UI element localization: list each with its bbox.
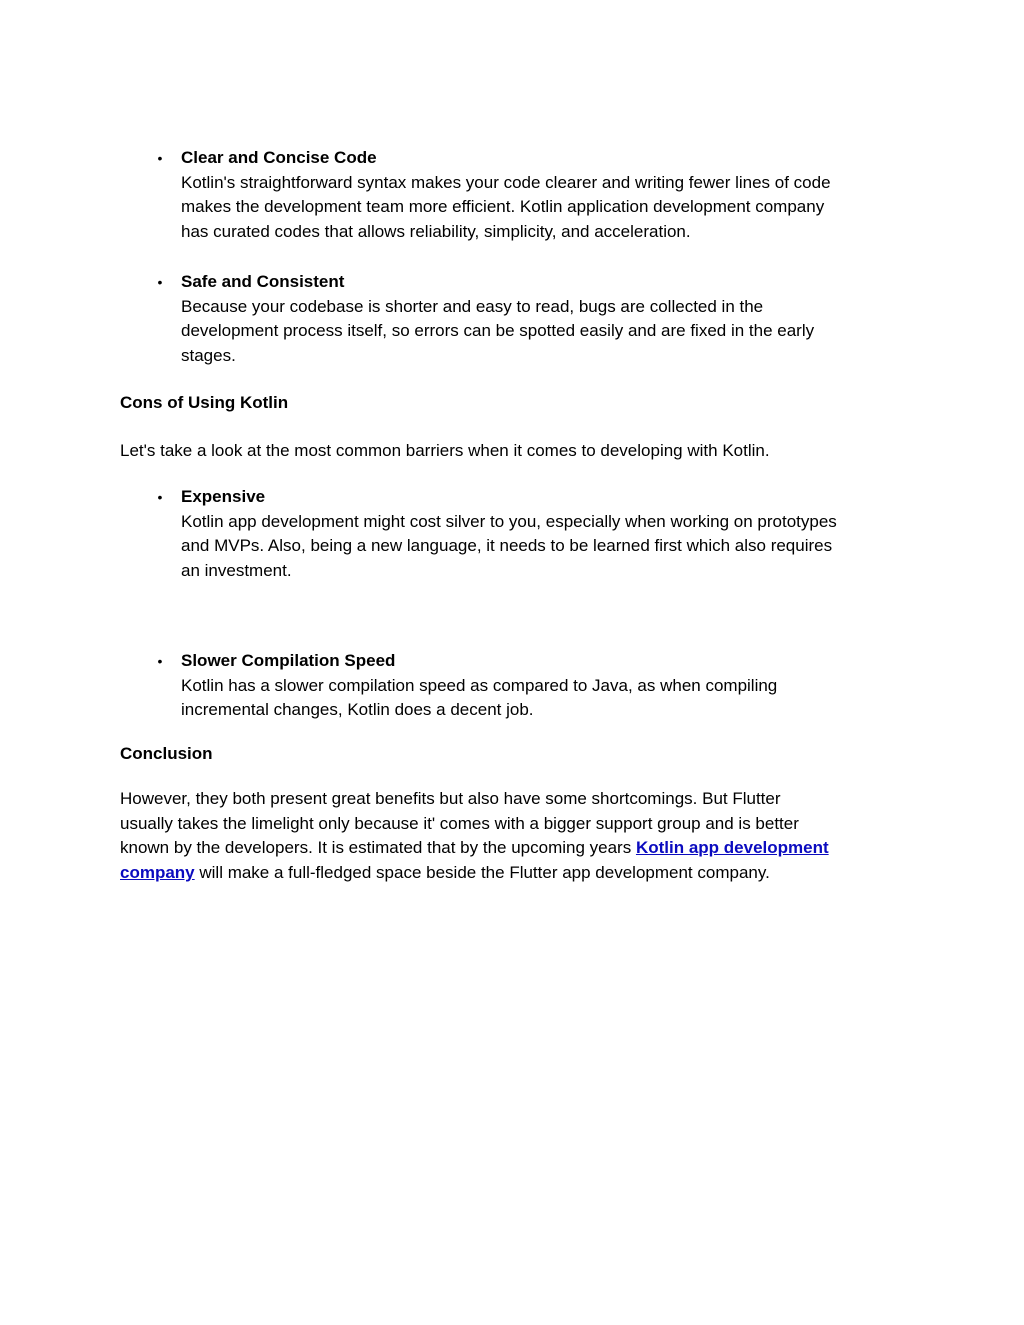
item-text-line: incremental changes, Kotlin does a decent job. — [181, 700, 534, 720]
conclusion-paragraph — [120, 787, 910, 886]
item-text-line: development process itself, so errors can be spotted easily and are fixed in the early — [181, 321, 815, 341]
conclusion-line — [120, 861, 910, 886]
item-text-line: stages. — [181, 346, 236, 366]
bullet-icon: • — [157, 489, 163, 505]
cons-item-expensive — [148, 485, 918, 584]
item-text-line: Because your codebase is shorter and easy to read, bugs are collected in the — [181, 296, 764, 316]
item-text-line: and MVPs. Also, being a new language, it needs to be learned first which also requires — [181, 536, 833, 556]
conclusion-text: known by the developers. It is estimated that by the upcoming years — [120, 838, 636, 858]
item-text-line: has curated codes that allows reliability, simplicity, and acceleration. — [181, 222, 691, 242]
cons-intro: Let's take a look at the most common barriers when it comes to developing with Kotlin. — [120, 441, 770, 460]
bullet-icon: • — [157, 150, 163, 166]
cons-item-slower-compilation — [148, 649, 918, 723]
item-text-line: Kotlin app development might cost silver to you, especially when working on prototypes — [181, 511, 837, 531]
kotlin-company-link-continued[interactable]: company — [120, 863, 195, 883]
conclusion-heading: Conclusion — [120, 744, 213, 763]
item-text-line: an investment. — [181, 561, 292, 581]
kotlin-company-link[interactable]: Kotlin app development — [635, 838, 829, 858]
item-title: Expensive — [181, 487, 266, 506]
conclusion-text: will make a full-fledged space beside the Flutter app development company. — [194, 863, 770, 883]
item-text-line: makes the development team more efficient. Kotlin application development company — [181, 197, 825, 217]
pros-item-clear-concise — [148, 146, 918, 245]
conclusion-line: usually takes the limelight only because it' comes with a bigger support group and is better — [120, 813, 799, 833]
conclusion-line — [120, 836, 910, 861]
bullet-icon: • — [157, 653, 163, 669]
item-title: Slower Compilation Speed — [181, 651, 396, 670]
item-title: Clear and Concise Code — [181, 148, 377, 167]
item-text-line: Kotlin's straightforward syntax makes your code clearer and writing fewer lines of code — [181, 172, 831, 192]
item-title: Safe and Consistent — [181, 272, 345, 291]
pros-item-safe-consistent — [148, 270, 918, 369]
cons-heading: Cons of Using Kotlin — [120, 393, 289, 412]
conclusion-line: However, they both present great benefits but also have some shortcomings. But Flutter — [120, 789, 781, 808]
item-text-line: Kotlin has a slower compilation speed as compared to Java, as when compiling — [181, 675, 778, 695]
bullet-icon: • — [157, 274, 163, 290]
